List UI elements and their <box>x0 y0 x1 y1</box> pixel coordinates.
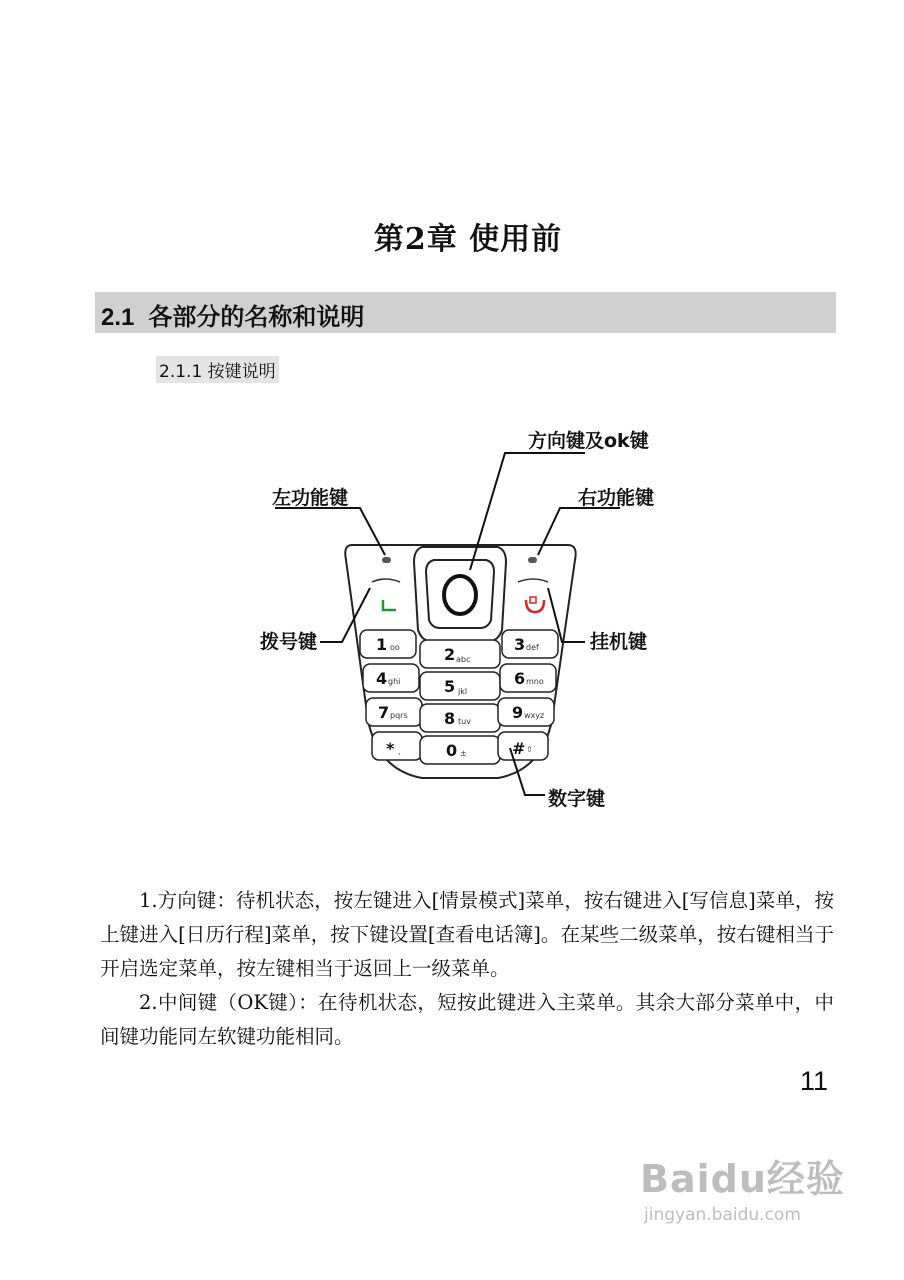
key-1-sub: oo <box>390 643 400 652</box>
callout-left-softkey: 左功能键 <box>272 487 349 509</box>
key-star-sub: , <box>398 747 401 756</box>
key-4: 4 <box>376 669 388 688</box>
watermark-url: jingyan.baidu.com <box>644 1205 801 1225</box>
callout-end-key: 挂机键 <box>590 631 648 653</box>
baidu-watermark <box>640 1148 845 1225</box>
callout-right-softkey: 右功能键 <box>578 487 655 509</box>
paragraph-ok-key: 2.中间键（OK键）：在待机状态，短按此键进入主菜单。其余大部分菜单中，中间键功能同左软键功能相同。 <box>100 991 834 1048</box>
key-5: 5 <box>444 677 456 696</box>
key-4-sub: ghi <box>388 677 401 686</box>
key-8-sub: tuv <box>458 717 471 726</box>
key-0-sub: ± <box>460 749 467 758</box>
key-1: 1 <box>376 635 388 654</box>
paragraph-direction-keys: 1.方向键：待机状态，按左键进入[情景模式]菜单，按右键进入[写信息]菜单，按上键进入[日历行程]菜单，按下键设置[查看电话簿]。在某些二级菜单，按右键相当于开启选定菜单，按左键相当于返回上一级菜单。 <box>100 889 834 980</box>
key-star: * <box>386 739 395 758</box>
callout-dial-key: 拨号键 <box>260 631 318 653</box>
key-hash-sub: ⇧ <box>526 745 533 754</box>
section-heading <box>101 297 364 332</box>
key-hash: # <box>512 739 526 758</box>
subsection-title: 2.1.1 按键说明 <box>156 356 279 383</box>
section-heading-bar <box>95 292 836 333</box>
key-9-sub: wxyz <box>524 711 545 720</box>
right-softkey-dot <box>528 557 537 563</box>
key-5-sub: jkl <box>458 687 468 696</box>
key-3: 3 <box>514 635 526 654</box>
key-7-sub: pqrs <box>390 711 408 720</box>
key-8: 8 <box>444 709 456 728</box>
left-softkey-dot <box>382 557 391 563</box>
page-number: 11 <box>800 1066 829 1096</box>
key-6: 6 <box>514 669 526 688</box>
watermark-brand: Baidu经验 <box>640 1157 845 1201</box>
key-9: 9 <box>512 703 524 722</box>
section-title-text: 各部分的名称和说明 <box>148 303 365 331</box>
key-0: 0 <box>446 741 458 760</box>
callout-nav-ok: 方向键及ok键 <box>528 430 649 452</box>
keypad-diagram <box>230 420 670 820</box>
callout-numeric-keys: 数字键 <box>548 788 606 810</box>
ok-key <box>444 576 476 614</box>
key-7: 7 <box>378 703 390 722</box>
key-2-sub: abc <box>456 655 471 664</box>
body-text <box>100 884 834 1054</box>
key-2: 2 <box>444 645 456 664</box>
key-6-sub: mno <box>526 677 544 686</box>
section-number: 2.1 <box>101 304 135 331</box>
chapter-title: 第2章 使用前 <box>373 222 563 257</box>
key-3-sub: def <box>526 643 539 652</box>
